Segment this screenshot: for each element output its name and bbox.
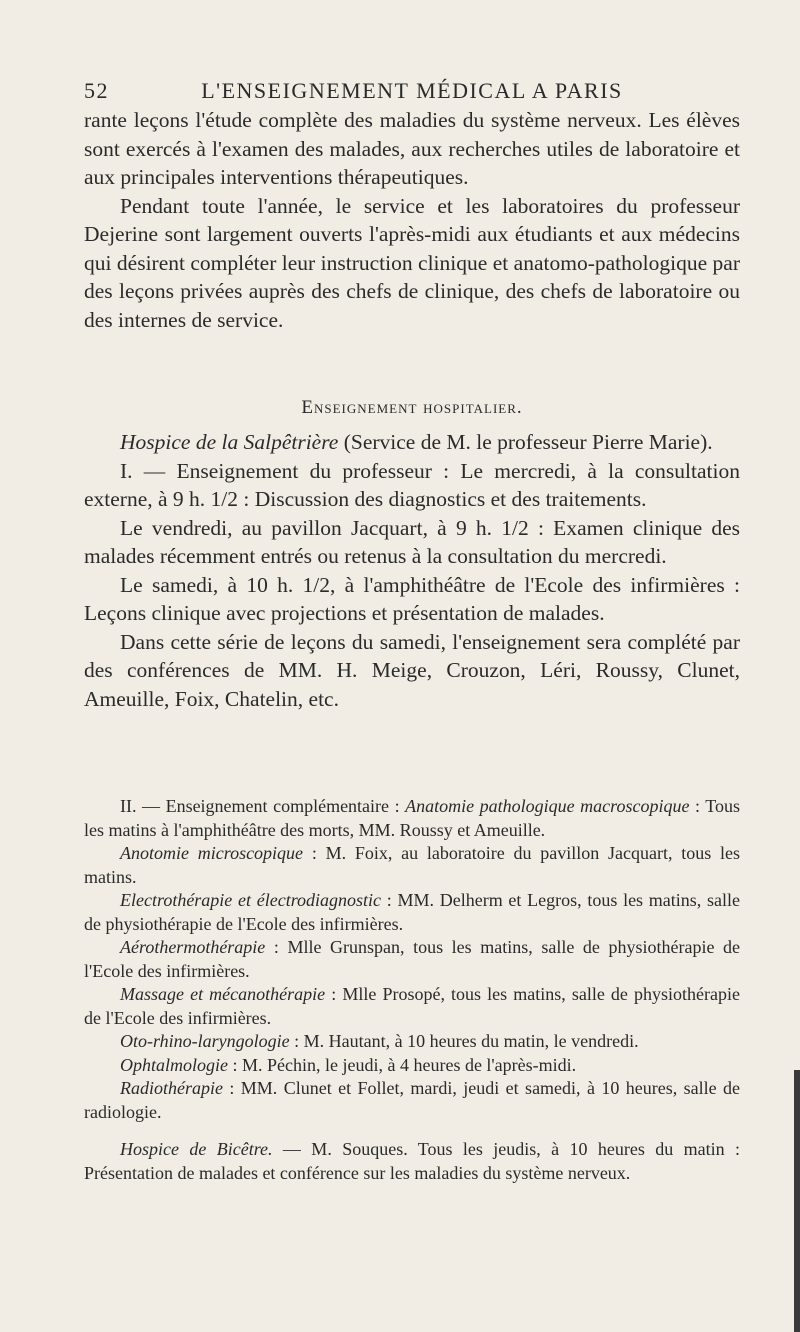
- item-text: : Tous les matins à l'amphithéâtre des morts, MM. Roussy et Ameuille.: [84, 796, 741, 840]
- running-title: L'ENSEIGNEMENT MÉDICAL A PARIS: [201, 78, 623, 103]
- section-heading: Enseignement hospitalier.: [301, 397, 523, 418]
- item-text: : MM. Delherm et Legros, tous les matins, salle de physiothérapie de l'Ecole des infirmières.: [84, 890, 740, 934]
- intro-paragraph-2: Pendant toute l'année, le service et les laboratoires du professeur Dejerine sont largement ouverts l'après-midi aux étudiants et aux médecins qui désirent compléter leur instruction clinique et anatomo-pathologique par des leçons privées auprès des chefs de clinique, des chefs de laboratoire ou des internes de service.: [84, 193, 740, 332]
- item-text: : Mlle Prosopé, tous les matins, salle de physiothérapie de l'Ecole des infirmières.: [84, 984, 740, 1028]
- item-text: : MM. Clunet et Follet, mardi, jeudi et samedi, à 10 heures, salle de radiologie.: [84, 1078, 740, 1122]
- page-edge-shadow: [794, 1070, 800, 1332]
- salpetriere-title-rest: (Service de M. le professeur Pierre Marie).: [338, 430, 713, 454]
- bicetre-paragraph: [84, 1138, 740, 1185]
- complementary-item: [84, 936, 740, 983]
- intro-section: [84, 106, 740, 334]
- salpetriere-paragraph-2: Le vendredi, au pavillon Jacquart, à 9 h. 1/2 : Examen clinique des malades récemment entrés ou retenus à la consultation du mercredi.: [84, 515, 740, 568]
- complementary-item: [84, 1077, 740, 1124]
- complementary-item: [84, 1030, 740, 1054]
- salpetriere-paragraph-4: Dans cette série de leçons du samedi, l'enseignement sera complété par des conférences de MM. H. Meige, Crouzon, Léri, Roussy, Clunet, Ameuille, Foix, Chatelin, etc.: [84, 629, 740, 711]
- item-label: Oto-rhino-laryngologie: [120, 1031, 290, 1051]
- item-label: Radiothérapie: [120, 1078, 223, 1098]
- bicetre-title: Hospice de Bicêtre.: [120, 1139, 273, 1159]
- item-text: : M. Hautant, à 10 heures du matin, le vendredi.: [289, 1031, 639, 1051]
- complementary-intro: II. — Enseignement complémentaire :: [120, 796, 406, 816]
- complementary-item: [84, 795, 740, 842]
- salpetriere-section: [84, 428, 740, 713]
- item-label: Massage et mécanothérapie: [120, 984, 326, 1004]
- item-text: : M. Foix, au laboratoire du pavillon Jacquart, tous les matins.: [84, 843, 741, 887]
- salpetriere-title-paragraph: [84, 428, 740, 457]
- salpetriere-paragraph-3: Le samedi, à 10 h. 1/2, à l'amphithéâtre de l'Ecole des infirmières : Leçons clinique avec projections et présentation de malades.: [84, 572, 740, 625]
- item-text: : Mlle Grunspan, tous les matins, salle de physiothérapie de l'Ecole des infirmières.: [84, 937, 740, 981]
- item-label: Anotomie microscopique: [120, 843, 304, 863]
- page-number: 52: [84, 78, 109, 103]
- item-label: Ophtalmologie: [120, 1054, 228, 1075]
- complementary-item: [84, 842, 740, 889]
- bicetre-text: — M. Souques. Tous les jeudis, à 10 heures du matin : Présentation de malades et conférence sur les maladies du système nerveux.: [84, 1139, 740, 1183]
- salpetriere-title: Hospice de la Salpêtrière: [120, 430, 339, 454]
- item-label: Anatomie pathologique macroscopique: [405, 796, 690, 816]
- salpetriere-paragraph-1: I. — Enseignement du professeur : Le mercredi, à la consultation externe, à 9 h. 1/2 : Discussion des diagnostics et des traitements.: [84, 458, 740, 511]
- intro-paragraph-1: rante leçons l'étude complète des maladies du système nerveux. Les élèves sont exercés à l'examen des malades, aux recherches utiles de laboratoire et aux principales interventions thérapeutiques.: [84, 108, 740, 189]
- complementary-item: [84, 983, 740, 1030]
- complementary-item: [84, 889, 740, 936]
- item-label: Electrothérapie et électrodiagnostic: [120, 890, 382, 910]
- item-text: : M. Péchin, le jeudi, à 4 heures de l'après-midi.: [228, 1054, 577, 1075]
- item-label: Aérothermothérapie: [120, 937, 266, 957]
- complementary-item: [84, 1054, 740, 1078]
- complementary-section: [84, 795, 740, 1185]
